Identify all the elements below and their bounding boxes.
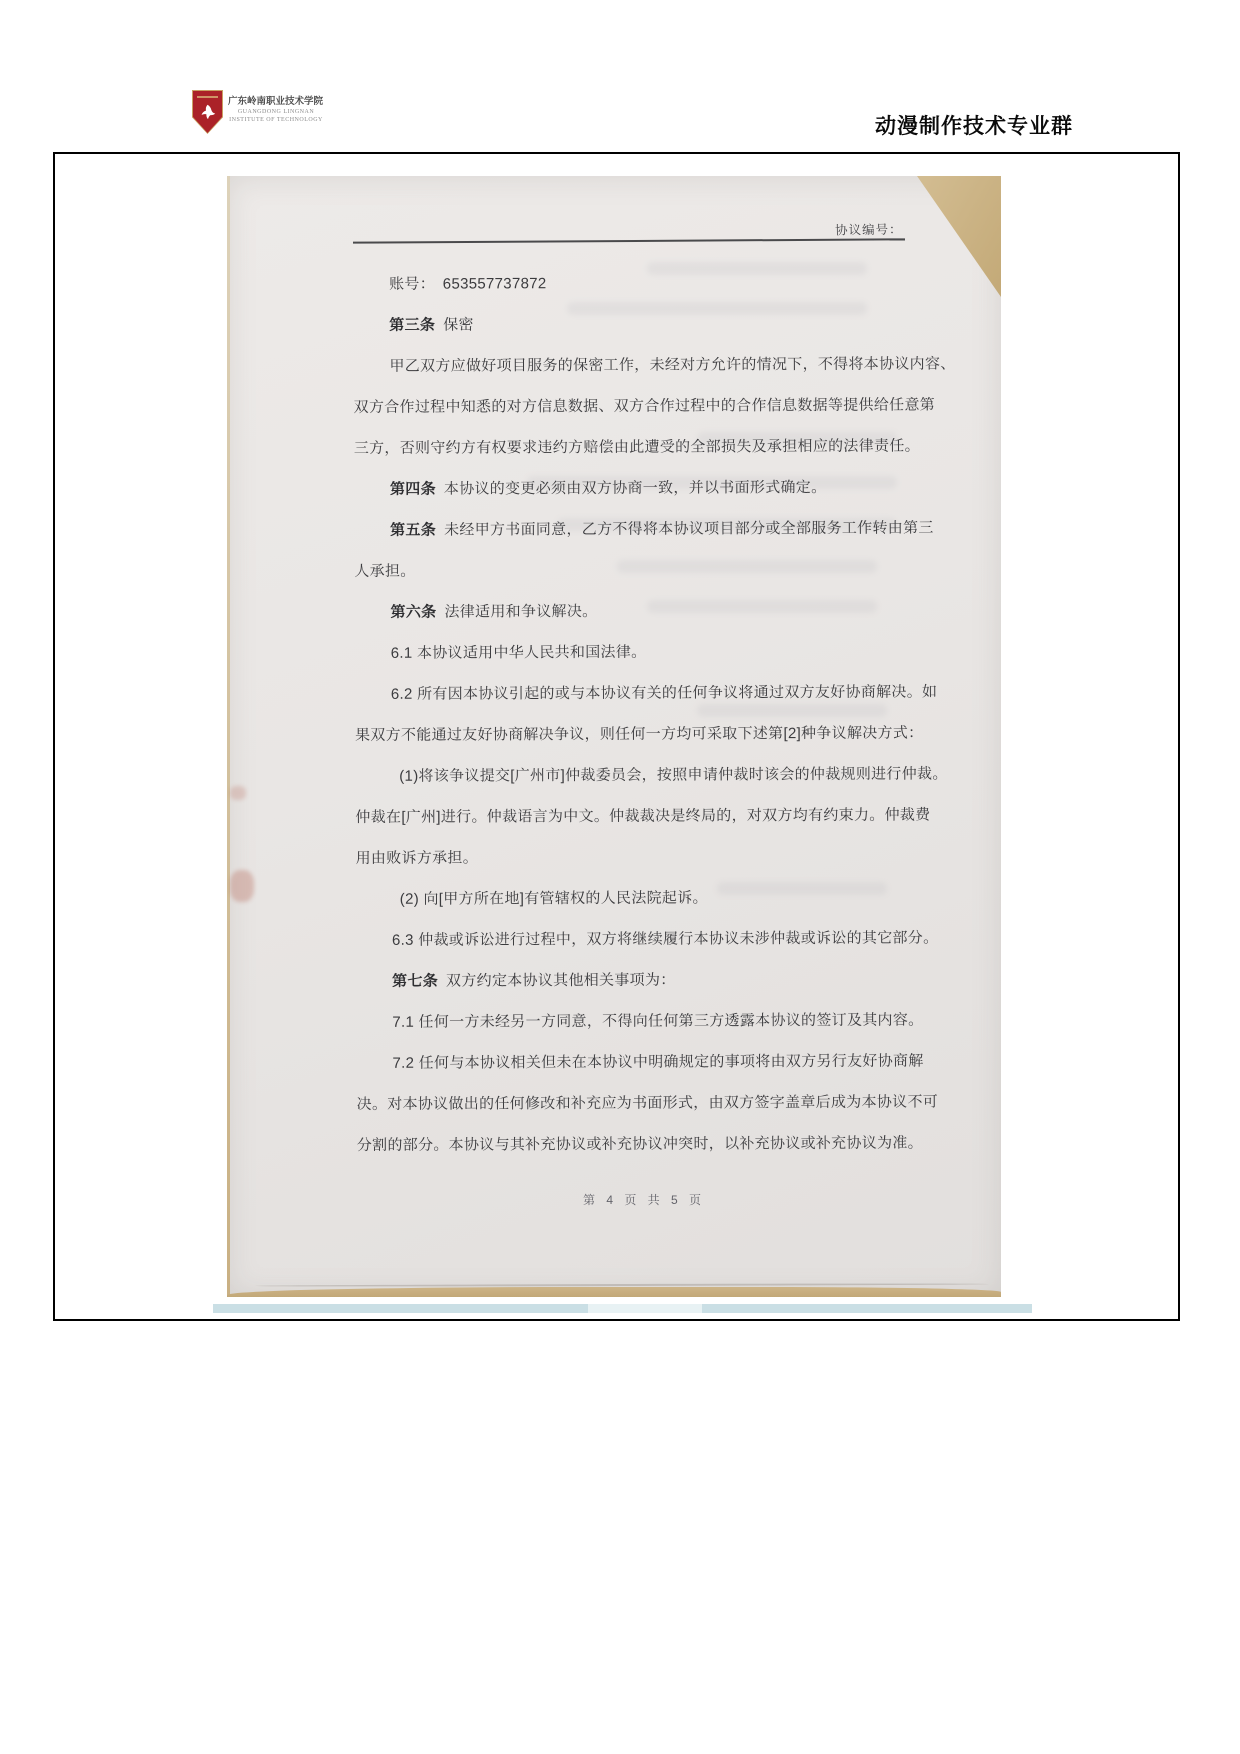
crane-icon [197, 101, 218, 125]
crest-band [197, 96, 218, 98]
blue-bar-right [702, 1304, 1032, 1313]
scan-line: 第三条 保密 [389, 316, 474, 334]
scan-line: 人承担。 [354, 562, 416, 580]
red-ink-mark [230, 870, 254, 902]
desk-edge-bottom [227, 1287, 1001, 1297]
scan-line: 7.1 任何一方未经另一方同意，不得向任何第三方透露本协议的签订及其内容。 [392, 1011, 924, 1031]
scan-line: (2) 向[甲方所在地]有管辖权的人民法院起诉。 [399, 889, 708, 908]
scan-line: 6.3 仲裁或诉讼进行过程中，双方将继续履行本协议未涉仲裁或诉讼的其它部分。 [391, 929, 939, 949]
school-name-cn: 广东岭南职业技术学院 [228, 96, 324, 107]
scan-line: 果双方不能通过友好协商解决争议，则任何一方均可采取下述第[2]种争议解决方式： [355, 724, 924, 744]
scan-line: 分割的部分。本协议与其补充协议或补充协议冲突时，以补充协议或补充协议为准。 [356, 1134, 923, 1154]
scan-text-block [353, 261, 956, 1166]
desk-edge-left [227, 176, 230, 1297]
scanned-document-photo [227, 176, 1001, 1297]
scan-line: 用由败诉方承担。 [355, 849, 479, 867]
red-ink-mark [230, 786, 246, 800]
school-name-en-1: GUANGDONG LINGNAN [237, 109, 315, 115]
crest-text-block [228, 93, 328, 124]
scan-line: 7.2 任何与本协议相关但未在本协议中明确规定的事项将由双方另行友好协商解 [392, 1052, 924, 1072]
scan-line: 仲裁在[广州]进行。仲裁语言为中文。仲裁裁决是终局的，对双方均有约束力。仲裁费 [355, 806, 931, 826]
agreement-no-label: 协议编号： [834, 222, 903, 238]
scan-line: 决。对本协议做出的任何修改和补充应为书面形式，由双方签字盖章后成为本协议不可 [356, 1093, 939, 1113]
scan-line: 甲乙双方应做好项目服务的保密工作，未经对方允许的情况下，不得将本协议内容、 [389, 355, 956, 375]
blue-bar-left [213, 1304, 588, 1313]
scan-line: 第七条 双方约定本协议其他相关事项为： [392, 971, 676, 990]
scan-page-footer: 第 4 页 共 5 页 [582, 1193, 706, 1207]
scan-line: 6.2 所有因本协议引起的或与本协议有关的任何争议将通过双方友好协商解决。如 [390, 683, 938, 703]
scan-line: 双方合作过程中知悉的对方信息数据、双方合作过程中的合作信息数据等提供给任意第 [353, 396, 936, 416]
school-name-en-2: INSTITUTE OF TECHNOLOGY [229, 116, 323, 123]
blue-bar-middle [588, 1304, 702, 1313]
school-crest-icon [192, 90, 223, 134]
scan-line: (1)将该争议提交[广州市]仲裁委员会，按照申请仲裁时该会的仲裁规则进行仲裁。 [399, 765, 948, 785]
scan-line: 三方，否则守约方有权要求违约方赔偿由此遭受的全部损失及承担相应的法律责任。 [353, 437, 920, 457]
scan-line: 第五条 未经甲方书面同意，乙方不得将本协议项目部分或全部服务工作转由第三 [390, 519, 934, 539]
page-header-title: 动漫制作技术专业群 [875, 114, 1073, 138]
scan-line: 6.1 本协议适用中华人民共和国法律。 [390, 643, 647, 662]
scan-line: 第四条 本协议的变更必须由双方协商一致，并以书面形式确定。 [389, 478, 827, 498]
agreement-no-rule [353, 238, 905, 243]
scan-line: 账号： 653557737872 [389, 275, 547, 293]
scan-line: 第六条 法律适用和争议解决。 [390, 602, 598, 621]
